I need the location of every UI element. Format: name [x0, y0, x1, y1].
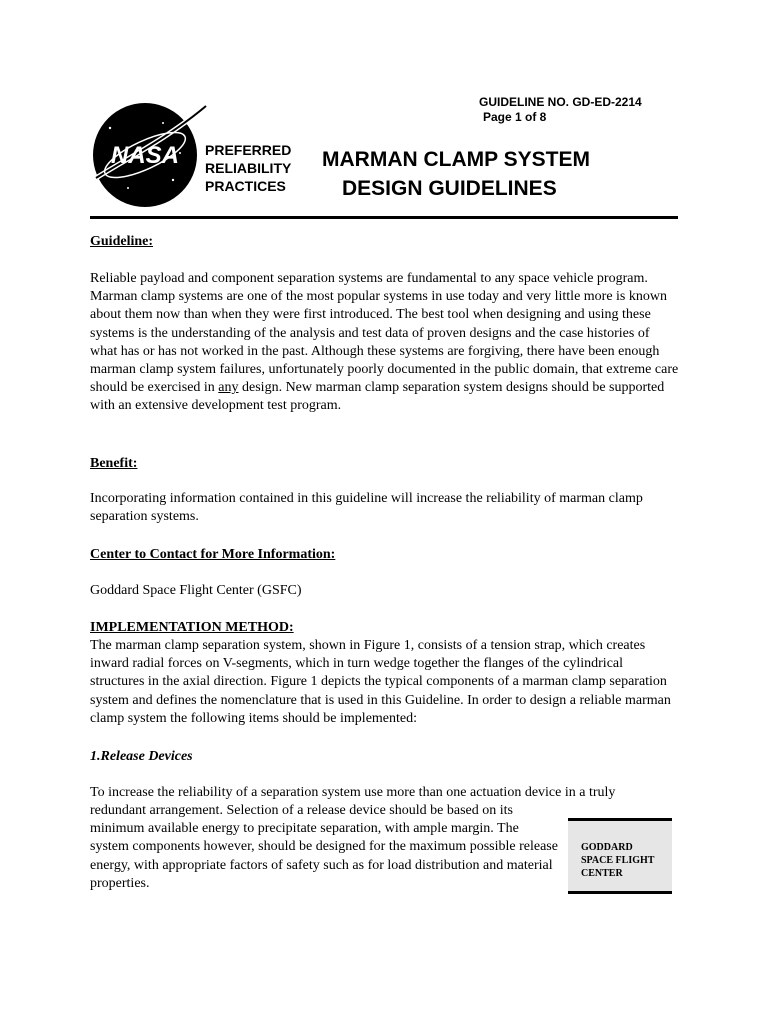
- document-title: [322, 145, 590, 203]
- gsfc-line: CENTER: [581, 868, 623, 879]
- benefit-paragraph: Incorporating information contained in this guideline will increase the reliability of marman clamp separation systems.: [90, 491, 643, 525]
- release-devices-heading: 1.Release Devices: [90, 749, 193, 764]
- practices-line: PRACTICES: [205, 178, 286, 194]
- benefit-heading: Benefit:: [90, 456, 138, 471]
- goddard-center-label: [581, 841, 654, 880]
- goddard-center-box: [568, 818, 672, 894]
- page-number: Page 1 of 8: [483, 110, 547, 124]
- guideline-paragraph: [90, 270, 680, 416]
- nasa-logo-text: NASA: [110, 142, 180, 169]
- practices-line: RELIABILITY: [205, 160, 292, 176]
- guideline-text-b: design. New marman clamp separation system designs should be supported with an extensive development test program.: [90, 380, 665, 414]
- practices-line: PREFERRED: [205, 142, 292, 158]
- implementation-paragraph: The marman clamp separation system, shown in Figure 1, consists of a tension strap, which creates inward radial forces on V-segments, which in turn wedge together the flanges of the cylindrical structures in the axial direction. Figure 1 depicts the typical components of a marman clamp separation system and defines the nomenclature that is used in this Guideline. In order to design a reliable marman clamp system the following items should be implemented:: [90, 638, 671, 726]
- guideline-text-emphasis: any: [218, 380, 239, 396]
- nasa-logo: [88, 98, 210, 210]
- guideline-number: GUIDELINE NO. GD-ED-2214: [479, 95, 642, 109]
- gsfc-line: GODDARD: [581, 842, 633, 853]
- contact-paragraph: Goddard Space Flight Center (GSFC): [90, 583, 302, 598]
- title-line-1: MARMAN CLAMP SYSTEM: [322, 148, 590, 171]
- guideline-text-a: Reliable payload and component separation systems are fundamental to any space vehicle program. Marman clamp systems are one of the most popular systems in use today and very little more is known about them now than when they were first introduced. The best tool when designing and using these systems is the understanding of the analysis and test data of proven designs and the case histories of what has or has not worked in the past. Although these systems are forgiving, there have been enough marman clamp system failures, unfortunately poorly documented in the public domain, that extreme care should be exercised in: [90, 271, 679, 396]
- gsfc-line: SPACE FLIGHT: [581, 855, 655, 866]
- contact-heading: Center to Contact for More Information:: [90, 547, 336, 562]
- implementation-heading: IMPLEMENTATION METHOD:: [90, 620, 294, 635]
- release-paragraph-line-1: To increase the reliability of a separation system use more than one actuation device in a truly: [90, 785, 616, 800]
- header-divider: [90, 216, 678, 219]
- title-line-2: DESIGN GUIDELINES: [342, 177, 557, 200]
- release-paragraph: redundant arrangement. Selection of a release device should be based on its minimum available energy to precipitate separation, with ample margin. The system components however, should be designed for the maximum possible release energy, with appropriate factors of safety such as for load distribution and material properties.: [90, 803, 558, 891]
- guideline-heading: Guideline:: [90, 234, 154, 249]
- preferred-reliability-practices: [205, 141, 291, 195]
